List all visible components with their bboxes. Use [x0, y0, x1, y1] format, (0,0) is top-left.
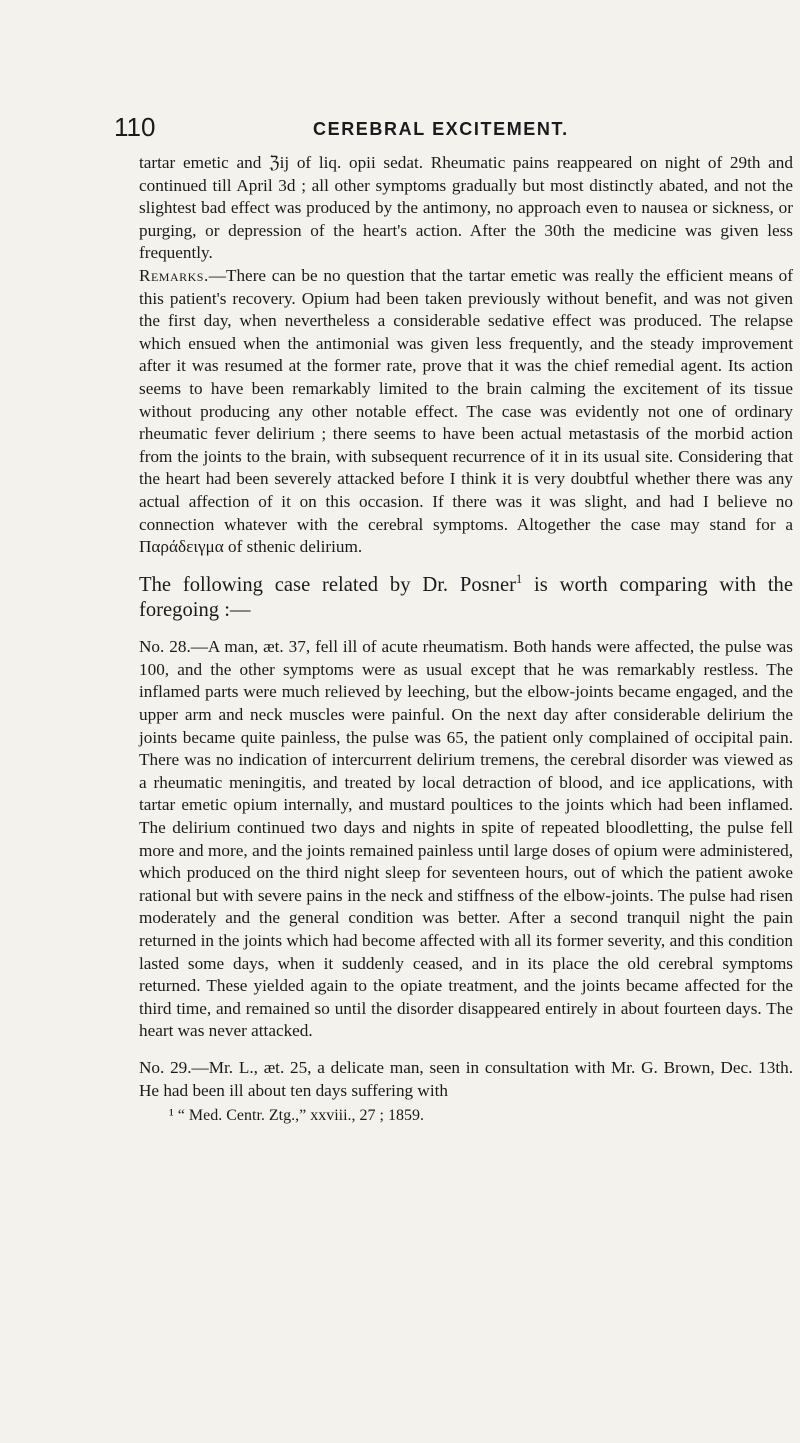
page-number: 110: [114, 112, 156, 142]
page-body: [139, 152, 793, 1126]
paragraph-case-29: No. 29.—Mr. L., æt. 25, a delicate man, seen in consultation with Mr. G. Brown, Dec. 13th. He had been ill about ten days suffering with: [139, 1057, 793, 1100]
paragraph-remarks: [139, 265, 793, 559]
remarks-label: Remarks.: [139, 265, 209, 285]
footnote-marker: 1: [515, 571, 523, 586]
page-header: [111, 112, 794, 142]
paragraph-case-continuation: tartar emetic and ℨij of liq. opii sedat. Rheumatic pains reappeared on night of 29th and continued till April 3d ; all other symptoms gradually but most distinctly abated, and not the slightest bad effect was produced by the antimony, no approach even to nausea or sickness, or purging, or depression of the heart's action. After the 30th the medicine was given less frequently.: [139, 153, 793, 263]
paragraph-case-28: No. 28.—A man, æt. 37, fell ill of acute rheumatism. Both hands were affected, the pulse was 100, and the other symptoms were as usual except that he was remarkably restless. The inflamed parts were much relieved by leeching, but the elbow-joints became engaged, and the upper arm and neck muscles were painful. On the next day after considerable delirium the joints became quite painless, the pulse was 65, the patient only complained of occipital pain. There was no indication of intercurrent delirium tremens, the cerebral disorder was viewed as a rheumatic meningitis, and treated by local detraction of blood, and ice applications, with tartar emetic opium internally, and mustard poultices to the joints which had been inflamed. The delirium continued two days and nights in spite of repeated bloodletting, the pulse fell more and more, and the joints remained painless until large doses of opium were administered, which produced on the third night sleep for seventeen hours, out of which the patient awoke rational but with severe pains in the neck and stiffness of the elbow-joints. The pulse had risen moderately and the general condition was better. After a second tranquil night the pain returned in the joints which had become affected with all its former severity, and this condition lasted some days, when it suddenly ceased, and in its place the old cerebral symptoms returned. These yielded again to the opiate treatment, and the joints became affected for the third time, and remained so until the disorder disappeared entirely in about fourteen days. The heart was never attacked.: [139, 637, 793, 1041]
posner-intro-text: The following case related by Dr. Posner: [139, 573, 516, 596]
remarks-text: —There can be no question that the tartar emetic was really the efficient means of this patient's recovery. Opium had been taken previously without benefit, and was not given the first day, when nevertheless a considerable sedative effect was produced. The relapse which ensued when the antimonial was given less frequently, and the steady improvement after it was resumed at the former rate, prove that it was the chief remedial agent. Its action seems to have been remarkably limited to the brain calming the excitement of its tissue without producing any other notable effect. The case was evidently not one of ordinary rheumatic fever delirium ; there seems to have been actual metastasis of the morbid action from the joints to the brain, with subsequent recurrence of it in its usual site. Considering that the heart had been severely attacked before I think it is very doubtful whether there was any actual affection of it on this occasion. If there was it was slight, and had I believe no connection whatever with the cerebral symptoms. Altogether the case may stand for a Παράδειγμα of sthenic delirium.: [139, 265, 793, 557]
running-title: CEREBRAL EXCITEMENT.: [313, 119, 569, 139]
paragraph-posner-intro: [139, 573, 793, 625]
posner-intro-tail: is worth comparing with the foregoing :—: [139, 573, 793, 622]
footnote: ¹ “ Med. Centr. Ztg.,” xxviii., 27 ; 1859.: [169, 1107, 424, 1125]
